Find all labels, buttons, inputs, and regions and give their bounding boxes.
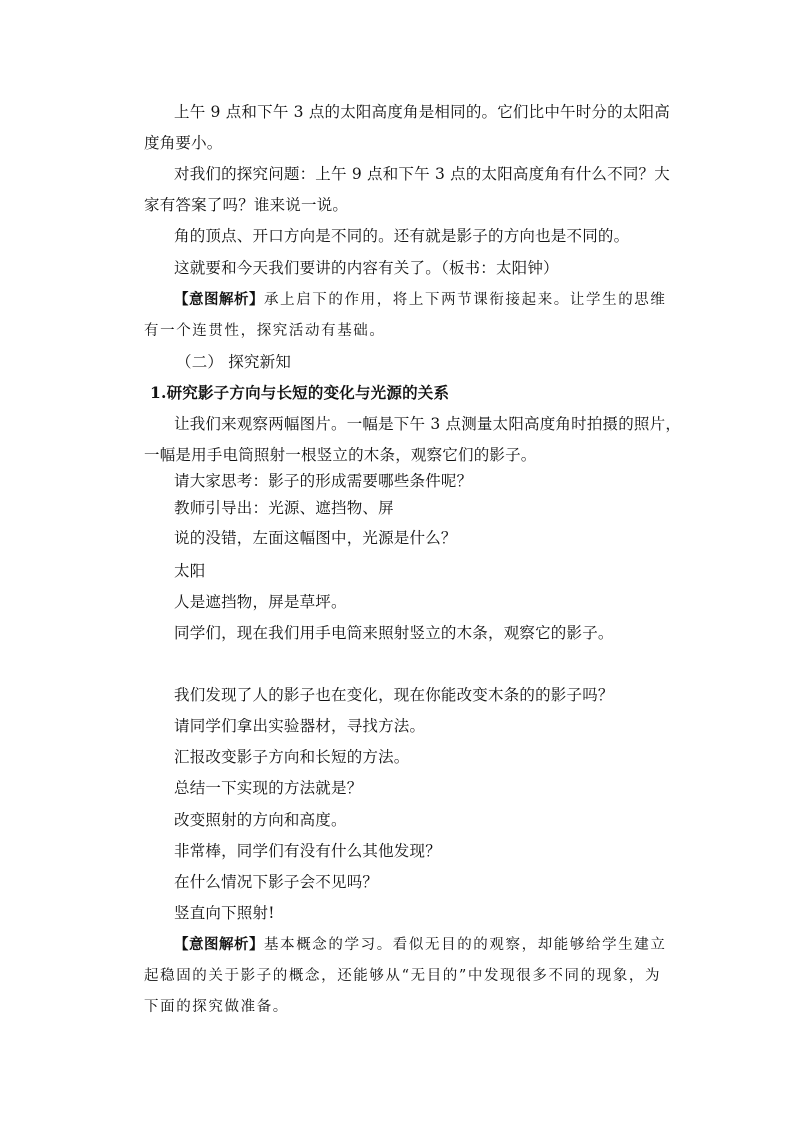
subsection-heading-1: 1.研究影子方向与长短的变化与光源的关系 [150, 383, 450, 402]
note2-line3: 下面的探究做准备。 [144, 999, 289, 1015]
text-line: 汇报改变影子方向和长短的方法。 [174, 748, 410, 766]
text-line: 人是遮挡物，屏是草坪。 [174, 593, 347, 611]
note1-label: 【意图解析】 [174, 291, 264, 308]
section-heading-2: （二） 探究新知 [176, 353, 292, 371]
text-line: 改变照射的方向和高度。 [174, 811, 347, 829]
para1-line2: 度角要小。 [144, 134, 223, 152]
text-line: 非常棒，同学们有没有什么其他发现？ [174, 842, 441, 860]
note1-line2: 有一个连贯性，探究活动有基础。 [144, 323, 386, 339]
para2-line1: 对我们的探究问题：上午 9 点和下午 3 点的太阳高度角有什么不同？大 [174, 165, 670, 183]
note2-label: 【意图解析】 [174, 936, 264, 953]
para2-line2: 家有答案了吗？谁来说一说。 [144, 196, 349, 214]
text-line: 在什么情况下影子会不见吗？ [174, 873, 379, 891]
text-line: 总结一下实现的方法就是？ [174, 779, 363, 797]
text-line: 竖直向下照射! [174, 904, 275, 922]
note1-text: 承上启下的作用，将上下两节课衔接起来。让学生的思维 [264, 292, 667, 308]
note2-line1 [174, 935, 667, 955]
text-line: 我们发现了人的影子也在变化，现在你能改变木条的的影子吗？ [174, 686, 614, 704]
para1-line1: 上午 9 点和下午 3 点的太阳高度角是相同的。它们比中午时分的太阳高 [174, 103, 670, 121]
text-line: 同学们，现在我们用手电筒来照射竖立的木条，观察它的影子。 [174, 624, 614, 642]
note2-line2: 起稳固的关于影子的概念，还能够从“无目的”中发现很多不同的现象，为 [144, 968, 662, 984]
text-line: 太阳 [174, 562, 206, 580]
note1-line1 [174, 290, 667, 310]
para5-line2: 一幅是用手电筒照射一根竖立的木条，观察它们的影子。 [144, 446, 537, 464]
para5-line1: 让我们来观察两幅图片。一幅是下午 3 点测量太阳高度角时拍摄的照片， [174, 415, 682, 433]
note2-text: 基本概念的学习。看似无目的的观察，却能够给学生建立 [264, 937, 667, 953]
text-line: 请同学们拿出实验器材，寻找方法。 [174, 717, 426, 735]
text-line: 请大家思考：影子的形成需要哪些条件呢？ [174, 472, 473, 490]
text-line: 说的没错，左面这幅图中，光源是什么？ [174, 529, 457, 547]
text-line: 教师引导出：光源、遮挡物、屏 [174, 499, 394, 517]
para3: 角的顶点、开口方向是不同的。还有就是影子的方向也是不同的。 [174, 227, 630, 245]
para4: 这就要和今天我们要讲的内容有关了。（板书：太阳钟） [174, 259, 559, 277]
